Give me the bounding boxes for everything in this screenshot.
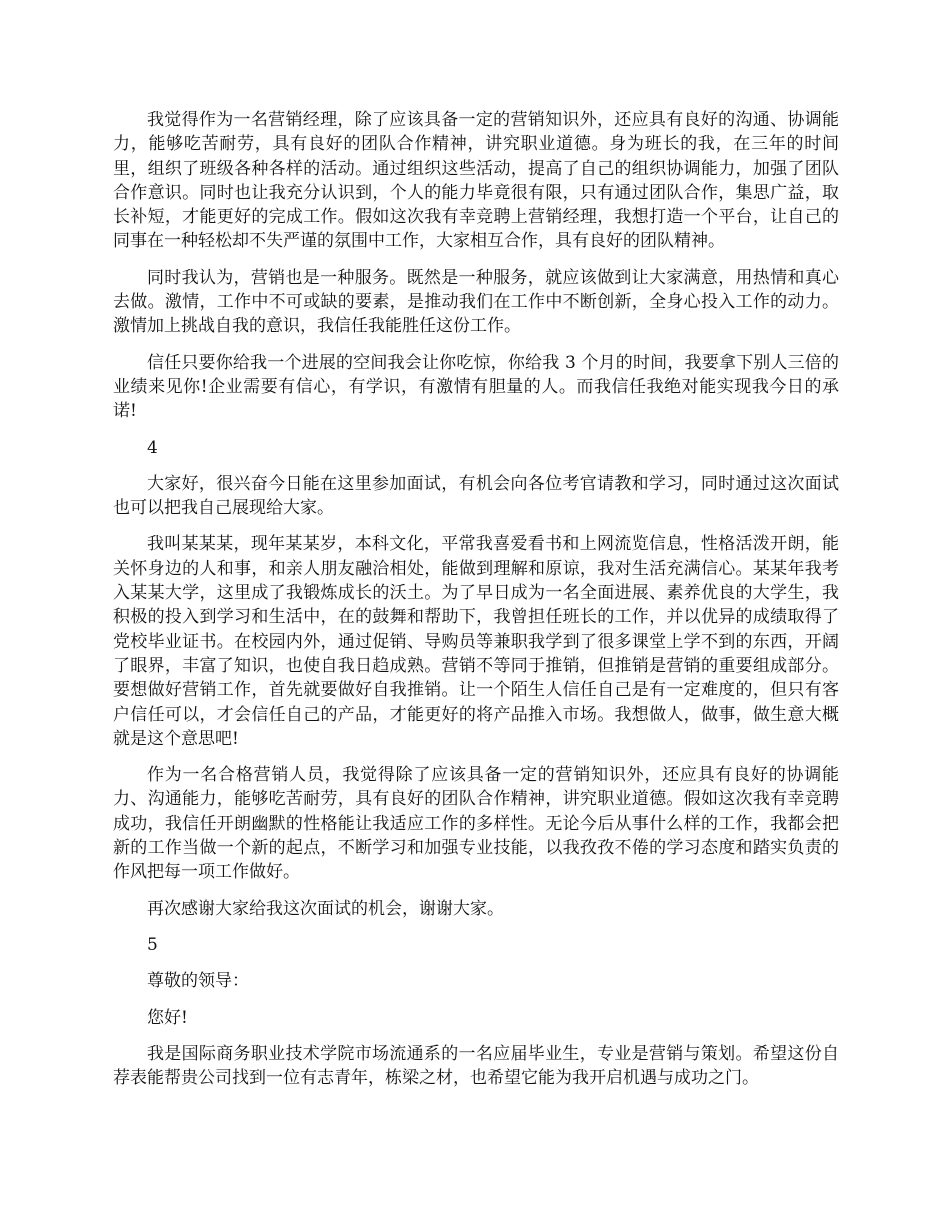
paragraph: 我是国际商务职业技术学院市场流通系的一名应届毕业生，专业是营销与策划。希望这份自荐表能帮贵公司找到一位有志青年，栋梁之材，也希望它能为我开启机遇与成功之门。 [113, 1043, 839, 1089]
document-body [113, 108, 839, 1102]
paragraph: 我叫某某某，现年某某岁，本科文化，平常我喜爱看书和上网流览信息，性格活泼开朗，能关怀身边的人和事，和亲人朋友融洽相处，能做到理解和原谅，我对生活充满信心。某某年我考入某某大学，这里成了我锻炼成长的沃土。为了早日成为一名全面进展、素养优良的大学生，我积极的投入到学习和生活中，在的鼓舞和帮助下，我曾担任班长的工作，并以优异的成绩取得了党校毕业证书。在校园内外，通过促销、导购员等兼职我学到了很多课堂上学不到的东西，开阔了眼界，丰富了知识，也使自我日趋成熟。营销不等同于推销，但推销是营销的重要组成部分。要想做好营销工作，首先就要做好自我推销。让一个陌生人信任自己是有一定难度的，但只有客户信任可以，才会信任自己的产品，才能更好的将产品推入市场。我想做人，做事，做生意大概就是这个意思吧! [113, 534, 839, 749]
section-number: 5 [147, 934, 158, 955]
salutation: 尊敬的领导： [147, 971, 249, 992]
paragraph: 再次感谢大家给我这次面试的机会，谢谢大家。 [147, 898, 504, 919]
greeting: 您好! [147, 1007, 188, 1028]
paragraph: 信任只要你给我一个进展的空间我会让你吃惊，你给我 3 个月的时间，我要拿下别人三倍的业绩来见你!企业需要有信心，有学识，有激情有胆量的人。而我信任我绝对能实现我今日的承诺! [113, 352, 839, 422]
section-number: 4 [147, 437, 158, 458]
paragraph: 同时我认为，营销也是一种服务。既然是一种服务，就应该做到让大家满意，用热情和真心去做。激情，工作中不可或缺的要素，是推动我们在工作中不断创新，全身心投入工作的动力。激情加上挑战自我的意识，我信任我能胜任这份工作。 [113, 267, 839, 337]
paragraph: 大家好，很兴奋今日能在这里参加面试，有机会向各位考官请教和学习，同时通过这次面试也可以把我自己展现给大家。 [113, 473, 839, 519]
paragraph: 作为一名合格营销人员，我觉得除了应该具备一定的营销知识外，还应具有良好的协调能力、沟通能力，能够吃苦耐劳，具有良好的团队合作精神，讲究职业道德。假如这次我有幸竞聘成功，我信任开朗幽默的性格能让我适应工作的多样性。无论今后从事什么样的工作，我都会把新的工作当做一个新的起点，不断学习和加强专业技能，以我孜孜不倦的学习态度和踏实负责的作风把每一项工作做好。 [113, 765, 839, 883]
paragraph: 我觉得作为一名营销经理，除了应该具备一定的营销知识外，还应具有良好的沟通、协调能力，能够吃苦耐劳，具有良好的团队合作精神，讲究职业道德。身为班长的我，在三年的时间里，组织了班级各种各样的活动。通过组织这些活动，提高了自己的组织协调能力，加强了团队合作意识。同时也让我充分认识到，个人的能力毕竟很有限，只有通过团队合作，集思广益，取长补短，才能更好的完成工作。假如这次我有幸竞聘上营销经理，我想打造一个平台，让自己的同事在一种轻松却不失严谨的氛围中工作，大家相互合作，具有良好的团队精神。 [113, 110, 839, 252]
